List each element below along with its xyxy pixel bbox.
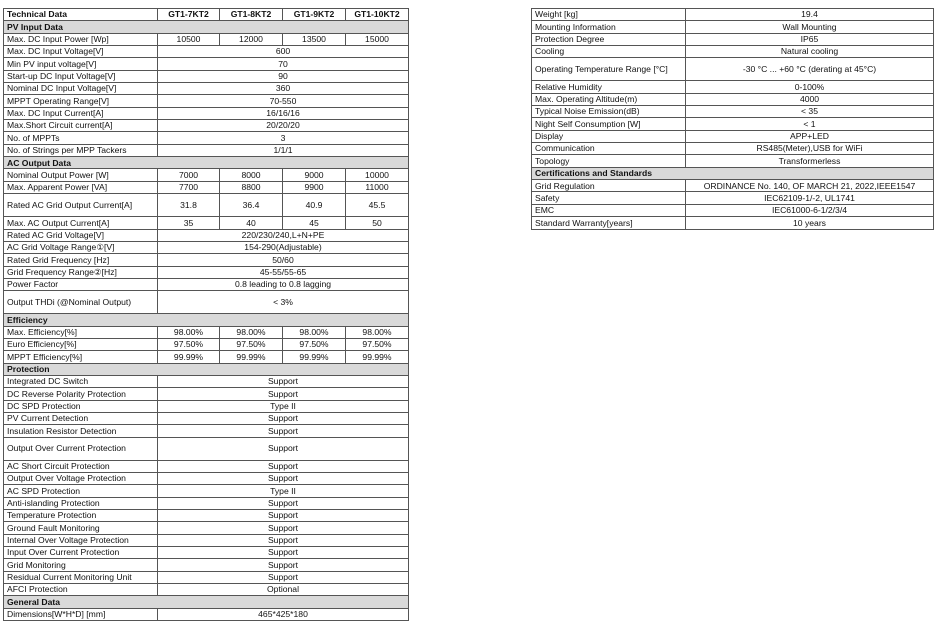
- technical-data-table-continued: [531, 8, 934, 230]
- table-row: [532, 21, 934, 33]
- row-label: Grid Regulation: [532, 180, 686, 192]
- row-value: Support: [158, 497, 409, 509]
- row-value: 7700: [158, 181, 220, 193]
- row-label: Min PV input voltage[V]: [4, 58, 158, 70]
- row-value: -30 °C ... +60 °C (derating at 45°C): [686, 58, 934, 81]
- table-row: [4, 412, 409, 424]
- section-header: [4, 596, 409, 608]
- row-label: Protection Degree: [532, 33, 686, 45]
- table-row: [4, 547, 409, 559]
- table-row: [532, 93, 934, 105]
- section-header: [4, 314, 409, 326]
- table-row: [4, 571, 409, 583]
- row-label: Nominal Output Power [W]: [4, 169, 158, 181]
- table-row: [532, 33, 934, 45]
- row-label: Output THDi (@Nominal Output): [4, 291, 158, 314]
- table-row: [4, 400, 409, 412]
- row-value: IEC62109-1/-2, UL1741: [686, 192, 934, 204]
- row-label: Safety: [532, 192, 686, 204]
- table-row: [4, 534, 409, 546]
- table-row: [532, 81, 934, 93]
- row-label: Cooling: [532, 46, 686, 58]
- table-row: [4, 460, 409, 472]
- row-value: Support: [158, 522, 409, 534]
- row-label: Max. Efficiency[%]: [4, 326, 158, 338]
- row-value: 97.50%: [346, 338, 409, 350]
- header-row: [4, 9, 409, 21]
- row-label: Anti-islanding Protection: [4, 497, 158, 509]
- row-value: 20/20/20: [158, 120, 409, 132]
- row-value: Support: [158, 388, 409, 400]
- row-value: 10 years: [686, 217, 934, 229]
- row-value: 45.5: [346, 194, 409, 217]
- row-label: Max. AC Output Current[A]: [4, 217, 158, 229]
- section-title: AC Output Data: [4, 157, 409, 169]
- table-row: [4, 132, 409, 144]
- row-label: Euro Efficiency[%]: [4, 338, 158, 350]
- row-label: Output Over Current Protection: [4, 437, 158, 460]
- row-label: Insulation Resistor Detection: [4, 425, 158, 437]
- table-row: [4, 144, 409, 156]
- row-label: AFCI Protection: [4, 584, 158, 596]
- row-label: EMC: [532, 204, 686, 216]
- row-value: Support: [158, 425, 409, 437]
- row-label: Input Over Current Protection: [4, 547, 158, 559]
- row-label: No. of Strings per MPP Tackers: [4, 144, 158, 156]
- row-value: IEC61000-6-1/2/3/4: [686, 204, 934, 216]
- table-row: [4, 584, 409, 596]
- row-value: Support: [158, 473, 409, 485]
- row-label: Operating Temperature Range [°C]: [532, 58, 686, 81]
- row-value: ORDINANCE No. 140, OF MARCH 21, 2022,IEEE1547: [686, 180, 934, 192]
- row-label: MPPT Operating Range[V]: [4, 95, 158, 107]
- table-row: [532, 192, 934, 204]
- row-label: Start-up DC Input Voltage[V]: [4, 70, 158, 82]
- row-label: Communication: [532, 143, 686, 155]
- table-row: [4, 46, 409, 58]
- row-label: PV Current Detection: [4, 412, 158, 424]
- section-title: General Data: [4, 596, 409, 608]
- row-value: Support: [158, 510, 409, 522]
- table-row: [4, 559, 409, 571]
- row-label: Standard Warranty[years]: [532, 217, 686, 229]
- row-label: Rated AC Grid Output Current[A]: [4, 194, 158, 217]
- row-label: Grid Monitoring: [4, 559, 158, 571]
- row-value: 98.00%: [283, 326, 346, 338]
- row-value: 10500: [158, 33, 220, 45]
- row-value: 98.00%: [346, 326, 409, 338]
- row-label: Mounting Information: [532, 21, 686, 33]
- table-row: [4, 169, 409, 181]
- row-value: 16/16/16: [158, 107, 409, 119]
- table-row: [532, 46, 934, 58]
- row-label: Max. DC Input Power [Wp]: [4, 33, 158, 45]
- row-value: < 3%: [158, 291, 409, 314]
- row-value: Support: [158, 460, 409, 472]
- row-value: Type II: [158, 400, 409, 412]
- row-value: 98.00%: [158, 326, 220, 338]
- row-value: 465*425*180: [158, 608, 409, 620]
- header-label: Technical Data: [4, 9, 158, 21]
- row-value: Support: [158, 412, 409, 424]
- row-label: Display: [532, 130, 686, 142]
- table-row: [4, 58, 409, 70]
- row-value: Support: [158, 571, 409, 583]
- table-row: [4, 278, 409, 290]
- table-row: [532, 180, 934, 192]
- row-value: Transformerless: [686, 155, 934, 167]
- table-row: [532, 155, 934, 167]
- model-name: GT1-9KT2: [283, 9, 346, 21]
- table-row: [4, 107, 409, 119]
- row-value: 360: [158, 83, 409, 95]
- row-value: 11000: [346, 181, 409, 193]
- table-row: [532, 118, 934, 130]
- row-value: Support: [158, 534, 409, 546]
- row-value: 8000: [220, 169, 283, 181]
- row-label: Rated AC Grid Voltage[V]: [4, 229, 158, 241]
- row-label: DC Reverse Polarity Protection: [4, 388, 158, 400]
- row-label: Max. DC Input Voltage[V]: [4, 46, 158, 58]
- row-value: 1/1/1: [158, 144, 409, 156]
- row-value: 70-550: [158, 95, 409, 107]
- section-title: Efficiency: [4, 314, 409, 326]
- model-name: GT1-10KT2: [346, 9, 409, 21]
- row-label: Power Factor: [4, 278, 158, 290]
- table-row: [4, 473, 409, 485]
- model-name: GT1-8KT2: [220, 9, 283, 21]
- row-value: Support: [158, 559, 409, 571]
- row-value: 40: [220, 217, 283, 229]
- row-value: 15000: [346, 33, 409, 45]
- row-label: Internal Over Voltage Protection: [4, 534, 158, 546]
- row-label: Dimensions[W*H*D] [mm]: [4, 608, 158, 620]
- table-row: [4, 120, 409, 132]
- row-value: 97.50%: [283, 338, 346, 350]
- row-value: 0-100%: [686, 81, 934, 93]
- row-label: Typical Noise Emission(dB): [532, 106, 686, 118]
- row-value: 13500: [283, 33, 346, 45]
- table-row: [4, 217, 409, 229]
- table-row: [4, 241, 409, 253]
- row-value: < 35: [686, 106, 934, 118]
- table-row: [532, 204, 934, 216]
- table-row: [4, 181, 409, 193]
- row-value: 40.9: [283, 194, 346, 217]
- table-row: [4, 510, 409, 522]
- row-label: Max. Operating Altitude(m): [532, 93, 686, 105]
- row-label: Output Over Voltage Protection: [4, 473, 158, 485]
- row-value: 220/230/240,L+N+PE: [158, 229, 409, 241]
- row-value: APP+LED: [686, 130, 934, 142]
- row-label: Relative Humidity: [532, 81, 686, 93]
- table-row: [4, 388, 409, 400]
- row-value: Wall Mounting: [686, 21, 934, 33]
- table-row: [532, 130, 934, 142]
- section-header: [4, 21, 409, 33]
- row-value: Support: [158, 547, 409, 559]
- table-row: [532, 58, 934, 81]
- section-title: PV Input Data: [4, 21, 409, 33]
- row-label: Residual Current Monitoring Unit: [4, 571, 158, 583]
- table-row: [4, 485, 409, 497]
- table-row: [532, 217, 934, 229]
- row-label: Max. Apparent Power [VA]: [4, 181, 158, 193]
- row-label: DC SPD Protection: [4, 400, 158, 412]
- row-label: Ground Fault Monitoring: [4, 522, 158, 534]
- row-label: Topology: [532, 155, 686, 167]
- section-header: [532, 167, 934, 179]
- row-label: Grid Frequency Range②[Hz]: [4, 266, 158, 278]
- row-value: 154-290(Adjustable): [158, 241, 409, 253]
- row-value: 7000: [158, 169, 220, 181]
- section-title: Protection: [4, 363, 409, 375]
- row-label: AC Short Circuit Protection: [4, 460, 158, 472]
- table-row: [4, 229, 409, 241]
- row-value: 31.8: [158, 194, 220, 217]
- section-header: [4, 363, 409, 375]
- row-value: 99.99%: [158, 351, 220, 363]
- row-value: IP65: [686, 33, 934, 45]
- row-value: RS485(Meter),USB for WiFi: [686, 143, 934, 155]
- row-value: 97.50%: [158, 338, 220, 350]
- technical-data-table: [3, 8, 409, 621]
- table-row: [4, 95, 409, 107]
- row-value: 99.99%: [283, 351, 346, 363]
- row-label: Night Self Consumption [W]: [532, 118, 686, 130]
- section-title: Certifications and Standards: [532, 167, 934, 179]
- row-value: Type II: [158, 485, 409, 497]
- row-value: Support: [158, 437, 409, 460]
- row-value: 45: [283, 217, 346, 229]
- table-row: [4, 266, 409, 278]
- table-row: [4, 33, 409, 45]
- table-row: [4, 522, 409, 534]
- row-value: 99.99%: [220, 351, 283, 363]
- row-value: Optional: [158, 584, 409, 596]
- row-value: 35: [158, 217, 220, 229]
- row-value: Natural cooling: [686, 46, 934, 58]
- row-label: Temperature Protection: [4, 510, 158, 522]
- row-label: Max. DC Input Current[A]: [4, 107, 158, 119]
- row-value: 12000: [220, 33, 283, 45]
- table-row: [4, 291, 409, 314]
- row-value: 10000: [346, 169, 409, 181]
- row-value: < 1: [686, 118, 934, 130]
- row-value: 90: [158, 70, 409, 82]
- table-row: [532, 106, 934, 118]
- table-row: [4, 326, 409, 338]
- table-row: [4, 338, 409, 350]
- row-value: 36.4: [220, 194, 283, 217]
- row-label: MPPT Efficiency[%]: [4, 351, 158, 363]
- row-label: Integrated DC Switch: [4, 375, 158, 387]
- table-row: [532, 9, 934, 21]
- row-label: AC Grid Voltage Range①[V]: [4, 241, 158, 253]
- row-value: 19.4: [686, 9, 934, 21]
- row-value: 0.8 leading to 0.8 lagging: [158, 278, 409, 290]
- row-label: No. of MPPTs: [4, 132, 158, 144]
- row-label: Weight [kg]: [532, 9, 686, 21]
- row-label: Rated Grid Frequency [Hz]: [4, 254, 158, 266]
- row-value: 50/60: [158, 254, 409, 266]
- row-label: Nominal DC Input Voltage[V]: [4, 83, 158, 95]
- row-value: 3: [158, 132, 409, 144]
- row-value: 50: [346, 217, 409, 229]
- table-row: [4, 437, 409, 460]
- table-row: [4, 70, 409, 82]
- row-value: 45-55/55-65: [158, 266, 409, 278]
- section-header: [4, 157, 409, 169]
- row-label: Max.Short Circuit current[A]: [4, 120, 158, 132]
- row-value: 4000: [686, 93, 934, 105]
- table-row: [4, 425, 409, 437]
- row-label: AC SPD Protection: [4, 485, 158, 497]
- table-row: [4, 83, 409, 95]
- row-value: 70: [158, 58, 409, 70]
- row-value: Support: [158, 375, 409, 387]
- row-value: 9900: [283, 181, 346, 193]
- table-row: [4, 351, 409, 363]
- row-value: 98.00%: [220, 326, 283, 338]
- row-value: 600: [158, 46, 409, 58]
- table-row: [4, 194, 409, 217]
- table-row: [4, 375, 409, 387]
- model-name: GT1-7KT2: [158, 9, 220, 21]
- row-value: 8800: [220, 181, 283, 193]
- table-row: [4, 254, 409, 266]
- row-value: 9000: [283, 169, 346, 181]
- table-row: [4, 497, 409, 509]
- row-value: 99.99%: [346, 351, 409, 363]
- table-row: [532, 143, 934, 155]
- table-row: [4, 608, 409, 620]
- row-value: 97.50%: [220, 338, 283, 350]
